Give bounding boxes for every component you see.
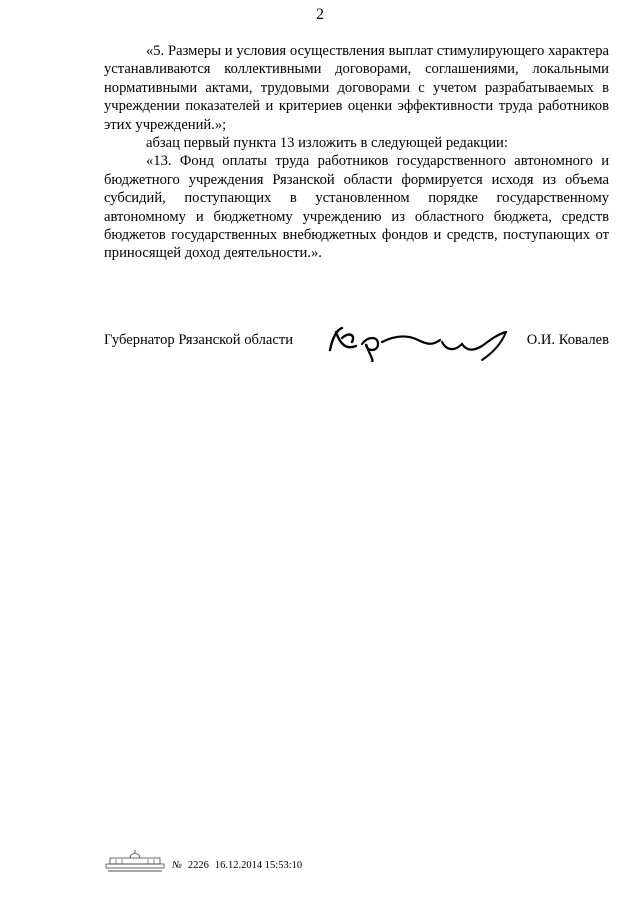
paragraph-item-5: «5. Размеры и условия осуществления выплат стимулирующего характера устанавливаются коллективными договорами, соглашениями, локальными нормативными актами, трудовыми договорами с учетом разрабатываемых в учреждении показателей и критериев оценки эффективности труда работников этих учреждений.»; xyxy=(104,43,609,133)
signature-block xyxy=(104,322,609,362)
page-number: 2 xyxy=(316,6,324,23)
signer-position: Губернатор Рязанской области xyxy=(104,332,294,348)
handwritten-signature xyxy=(322,322,512,362)
paragraph-amendment-intro: абзац первый пункта 13 изложить в следующей редакции: xyxy=(146,135,508,152)
document-body xyxy=(104,42,609,263)
number-sign: № xyxy=(172,860,182,871)
registration-stamp xyxy=(172,860,308,871)
paragraph-item-13: «13. Фонд оплаты труда работников государственного автономного и бюджетного учреждения Рязанской области формируется исходя из объема субсидий, поступающих в установленном порядке государственному автономному и бюджетному учреждению из областного бюджета, средств бюджетов государственных внебюджетных фондов и средств, поступающих от приносящей доход деятельности.». xyxy=(104,153,609,262)
building-emblem-icon xyxy=(104,849,166,875)
registration-number: 2226 xyxy=(187,860,209,871)
registration-footer xyxy=(104,849,404,875)
signer-name: О.И. Ковалев xyxy=(526,332,609,348)
registration-datetime: 16.12.2014 15:53:10 xyxy=(214,860,303,871)
